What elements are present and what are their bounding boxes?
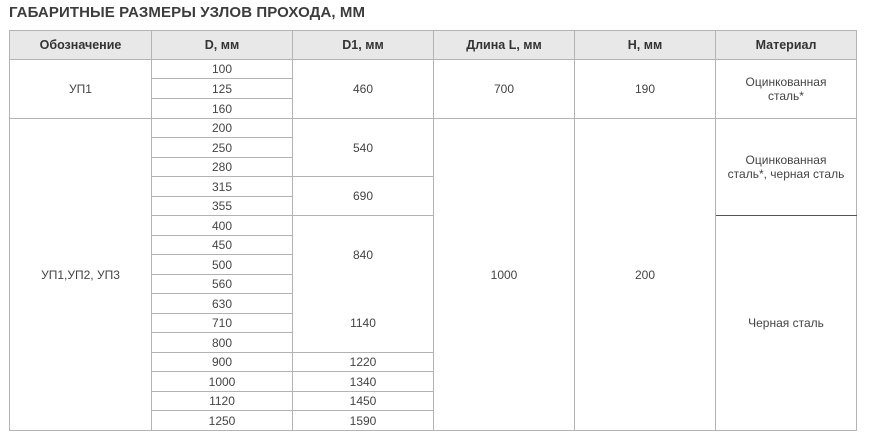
- table-row: [10, 119, 857, 138]
- table-title: ГАБАРИТНЫЕ РАЗМЕРЫ УЗЛОВ ПРОХОДА, ММ: [9, 4, 366, 21]
- d-cell: 560: [152, 275, 293, 294]
- header-designation: Обозначение: [10, 31, 152, 60]
- material-cell: Черная сталь: [716, 216, 857, 431]
- d-cell: 355: [152, 197, 293, 216]
- d-cell: 160: [152, 99, 293, 119]
- d-cell: 1000: [152, 372, 293, 392]
- d-cell: 1250: [152, 411, 293, 431]
- d-cell: 200: [152, 119, 293, 138]
- h-cell: 190: [575, 60, 716, 119]
- d-cell: 125: [152, 79, 293, 99]
- d1-cell: 1220: [293, 353, 434, 372]
- d1-cell: 540: [293, 119, 434, 177]
- d-cell: 280: [152, 158, 293, 177]
- h-cell: 200: [575, 119, 716, 431]
- material-cell: [716, 119, 857, 216]
- header-row: [10, 31, 857, 60]
- designation-cell: УП1: [10, 60, 152, 119]
- length-cell: 700: [434, 60, 575, 119]
- d1-cell: 1140: [293, 294, 434, 353]
- d1-cell: 1340: [293, 372, 434, 392]
- d-cell: 900: [152, 353, 293, 372]
- d-cell: 500: [152, 255, 293, 275]
- d-cell: 1120: [152, 392, 293, 411]
- material-cell: [716, 60, 857, 119]
- d-cell: 315: [152, 177, 293, 197]
- material-line: Оцинкованная: [745, 75, 827, 89]
- d-cell: 100: [152, 60, 293, 79]
- material-line: сталь*, черная сталь: [727, 167, 845, 181]
- header-material: Материал: [716, 31, 857, 60]
- designation-cell: УП1,УП2, УП3: [10, 119, 152, 431]
- d-cell: 800: [152, 333, 293, 353]
- d-cell: 450: [152, 236, 293, 255]
- d-cell: 250: [152, 138, 293, 158]
- dimensions-table: [9, 30, 857, 431]
- d-cell: 400: [152, 216, 293, 236]
- header-length: Длина L, мм: [434, 31, 575, 60]
- header-h: H, мм: [575, 31, 716, 60]
- header-d1: D1, мм: [293, 31, 434, 60]
- d1-cell: 460: [293, 60, 434, 119]
- d1-cell: 690: [293, 177, 434, 216]
- material-line: сталь*: [768, 89, 804, 103]
- length-cell: 1000: [434, 119, 575, 431]
- d1-cell: 840: [293, 216, 434, 294]
- header-d: D, мм: [152, 31, 293, 60]
- d1-cell: 1590: [293, 411, 434, 431]
- d-cell: 630: [152, 294, 293, 314]
- table-row: [10, 60, 857, 79]
- material-line: Оцинкованная: [745, 153, 827, 167]
- d1-cell: 1450: [293, 392, 434, 411]
- d-cell: 710: [152, 314, 293, 333]
